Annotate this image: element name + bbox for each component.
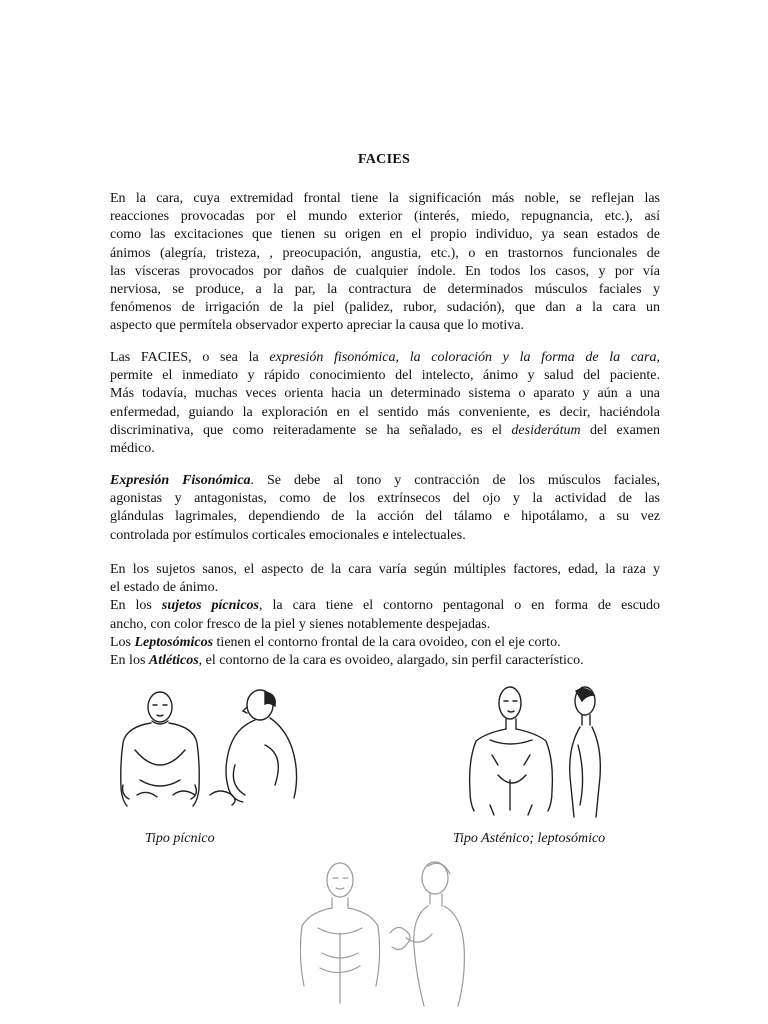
text-line: enfermedad, guiando la exploración en el sentido más conveniente, es decir, haciéndola [110,404,660,420]
text-line: En los Atléticos, el contorno de la cara es ovoideo, alargado, sin perfil característico. [110,653,584,669]
text-line: glándulas lagrimales, dependiendo de la acción del tálamo e hipotálamo, a su vez [110,509,660,525]
athletic-type-illustration [300,858,500,1024]
text-line: permite el inmediato y rápido conocimiento del intelecto, ánimo y salud del paciente. [110,368,660,384]
text-line: Más todavía, muchas veces orienta hacia un determinado sistema o aparato y aún a una [110,386,660,402]
caption-picnic: Tipo pícnico [145,831,215,846]
text-line: En la cara, cuya extremidad frontal tiene la significación más noble, se reflejan las [110,191,660,206]
page-title: FACIES [357,152,411,167]
caption-asthenic: Tipo Asténico; leptosómico [453,831,606,846]
text-line: médico. [110,441,155,457]
text-line: Los Leptosómicos tienen el contorno frontal de la cara ovoideo, con el eje corto. [110,634,561,650]
text-line: En los sujetos sanos, el aspecto de la cara varía según múltiples factores, edad, la raza y [110,562,660,577]
text-line: como las excitaciones que tienen su origen en el propio individuo, ya sean estados de [110,227,660,243]
text-line: ancho, con color fresco de la piel y sienes notablemente despejadas. [110,616,491,632]
text-line: aspecto que permítela observador experto apreciar la causa que lo motiva. [110,318,524,334]
text-line: controlada por estímulos corticales emocionales e intelectuales. [110,527,466,543]
text-line: fenómenos de irrigación de la piel (palidez, rubor, sudación), que dan a la cara un [110,300,660,316]
text-line: reacciones provocadas por el mundo exterior (interés, miedo, repugnancia, etc.), así [110,209,660,225]
text-line: En los sujetos pícnicos, la cara tiene el contorno pentagonal o en forma de escudo [110,598,660,614]
text-line: agonistas y antagonistas, como de los extrínsecos del ojo y la actividad de las [110,491,660,507]
picnic-type-illustration [115,685,315,815]
text-line: nerviosa, se produce, a la par, la contractura de determinados músculos faciales y [110,282,660,298]
paragraph-facies [110,349,660,458]
text-line: el estado de ánimo. [110,580,219,596]
text-line: ánimos (alegría, tristeza, , preocupación, angustia, etc.), o en trastornos funcionales de [110,245,660,261]
paragraph-intro [110,190,660,336]
text-line: Las FACIES, o sea la expresión fisonómica, la coloración y la forma de la cara, [110,350,661,365]
paragraph-expresion [110,472,660,545]
text-line: discriminativa, que como reiteradamente se ha señalado, es el desiderátum del examen [110,422,660,438]
paragraph-tipos [110,561,660,670]
text-line: las vísceras provocados por daños de cualquier índole. En todos los casos, y por vía [110,263,660,279]
asthenic-type-illustration [460,685,620,820]
text-line: Expresión Fisonómica. Se debe al tono y contracción de los músculos faciales, [110,473,660,488]
